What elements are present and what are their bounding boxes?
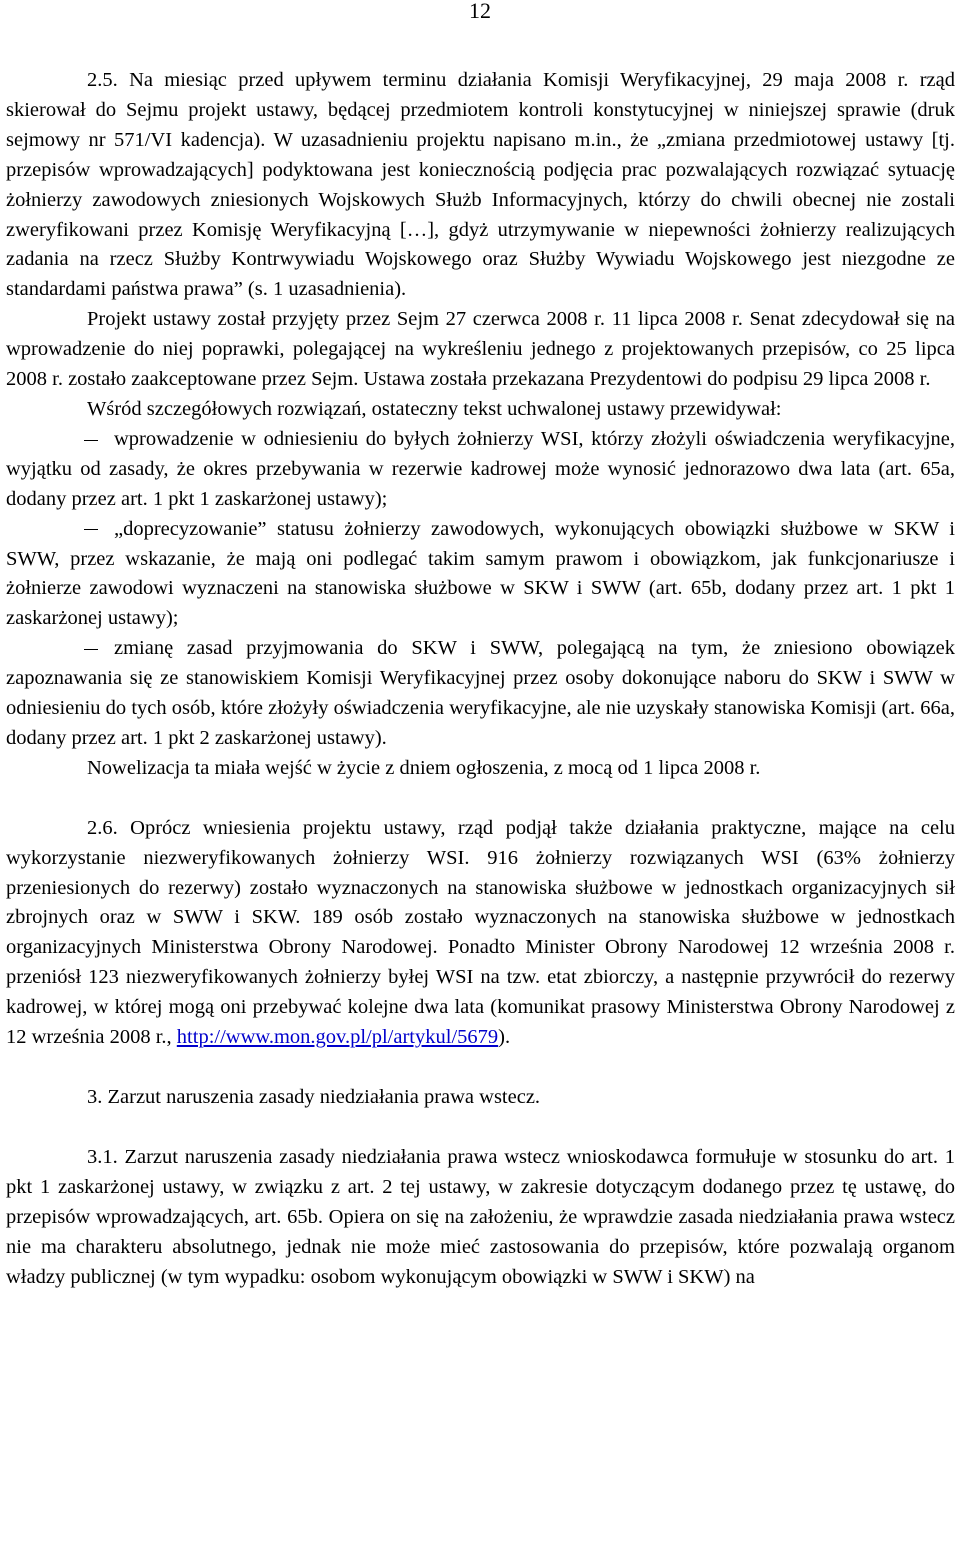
paragraph-3-1: 3.1. Zarzut naruszenia zasady niedziałania prawa wstecz wnioskodawca formułuje w stosunku do art. 1 pkt 1 zaskarżonej ustawy, w związku z art. 2 tej ustawy, w zakresie dotyczącym dodanego przez tę ustawę, do przepisów wprowadzających, art. 65b. Opiera on się na założeniu, że wprawdzie zasada niedziałania prawa wstecz nie ma charakteru absolutnego, jednak nie może mieć zastosowania do przepisów, które pozwalają organom władzy publicznej (w tym wypadku: osobom wykonującym obowiązki w SWW i SKW) na (6, 1145, 955, 1288)
document-body (6, 66, 955, 1292)
spacer (6, 1053, 955, 1083)
spacer (6, 1113, 955, 1143)
list-item: zmianę zasad przyjmowania do SKW i SWW, polegającą na tym, że zniesiono obowiązek zapoznawania się ze stanowiskiem Komisji Weryfikacyjnej przez osoby dokonujące naboru do SKW i SWW w odniesieniu do tych osób, które złożyły oświadczenia weryfikacyjne, ale nie uzyskały stanowiska Komisji (art. 66a, dodany przez art. 1 pkt 2 zaskarżonej ustawy). (6, 637, 955, 749)
section-heading-3: 3. Zarzut naruszenia zasady niedziałania prawa wstecz. (87, 1086, 541, 1108)
dash-marker (84, 440, 98, 441)
dash-marker (84, 649, 98, 650)
list-item: wprowadzenie w odniesieniu do byłych żołnierzy WSI, którzy złożyli oświadczenia weryfikacyjne, wyjątku od zasady, że okres przebywania w rezerwie kadrowej może wynosić jednorazowo dwa lata (art. 65a, dodany przez art. 1 pkt 1 zaskarżonej ustawy); (6, 427, 955, 510)
dash-marker (84, 529, 98, 530)
paragraph-2-6: 2.6. Oprócz wniesienia projektu ustawy, rząd podjął także działania praktyczne, mające na celu wykorzystanie niezweryfikowanych żołnierzy WSI. 916 żołnierzy rozwiązanych WSI (63% żołnierzy przeniesionych do rezerwy) zostało wyznaczonych na stanowiska służbowe w jednostkach organizacyjnych sił zbrojnych oraz w SWW i SKW. 189 osób zostało wyznaczonych na stanowiska służbowe w jednostkach organizacyjnych Ministerstwa Obrony Narodowej. Ponadto Minister Obrony Narodowej 12 września 2008 r. przeniósł 123 niezweryfikowanych żołnierzy byłej WSI na tzw. etat zbiorczy, a następnie przywrócił do rezerwy kadrowej, w której mogą oni przebywać kolejne dwa lata (komunikat prasowy Ministerstwa Obrony Narodowej z 12 września 2008 r., http://www.mon.gov.pl/pl/artykul/5679). (6, 816, 955, 1049)
paragraph-2-5-intro-list: Wśród szczegółowych rozwiązań, ostateczny tekst uchwalonej ustawy przewidywał: (87, 397, 782, 420)
paragraph-2-5-legislation: Projekt ustawy został przyjęty przez Sejm 27 czerwca 2008 r. 11 lipca 2008 r. Senat zdecydował się na wprowadzenie do niej poprawki, polegającej na wykreśleniu jednego z projektowanych przepisów, co 25 lipca 2008 r. zostało zaakceptowane przez Sejm. Ustawa została przekazana Prezydentowi do podpisu 29 lipca 2008 r. (6, 308, 955, 391)
spacer (6, 784, 955, 814)
list-item: „doprecyzowanie” statusu żołnierzy zawodowych, wykonujących obowiązki służbowe w SKW i SWW, przez wskazanie, że mają oni podlegać takim samym prawom i obowiązkom, jak funkcjonariusze i żołnierze zawodowi wyznaczeni na stanowiska służbowe w SKW i SWW (art. 65b, dodany przez art. 1 pkt 1 zaskarżonej ustawy); (6, 517, 955, 630)
paragraph-2-5: 2.5. Na miesiąc przed upływem terminu działania Komisji Weryfikacyjnej, 29 maja 2008 r. rząd skierował do Sejmu projekt ustawy, będącej przedmiotem kontroli konstytucyjnej w niniejszej sprawie (druk sejmowy nr 571/VI kadencja). W uzasadnieniu projektu napisano m.in., że „zmiana przedmiotowej ustawy [tj. przepisów wprowadzających] podyktowana jest koniecznością podjęcia prac pozwalających rozwiązać sytuację żołnierzy zawodowych zniesionych Wojskowych Służb Informacyjnych, którzy do chwili obecnej nie zostali zweryfikowani przez Komisję Weryfikacyjną […], gdyż utrzymywanie w niepewności żołnierzy realizujących zadania na rzecz Służby Kontrwywiadu Wojskowego oraz Służby Wywiadu Wojskowego jest niezgodne ze standardami państwa prawa” (s. 1 uzasadnienia). (6, 69, 955, 301)
source-link[interactable]: http://www.mon.gov.pl/pl/artykul/5679 (176, 1026, 499, 1049)
page-number: 12 (469, 0, 491, 23)
paragraph-2-5-effective-date: Nowelizacja ta miała wejść w życie z dniem ogłoszenia, z mocą od 1 lipca 2008 r. (87, 756, 761, 779)
